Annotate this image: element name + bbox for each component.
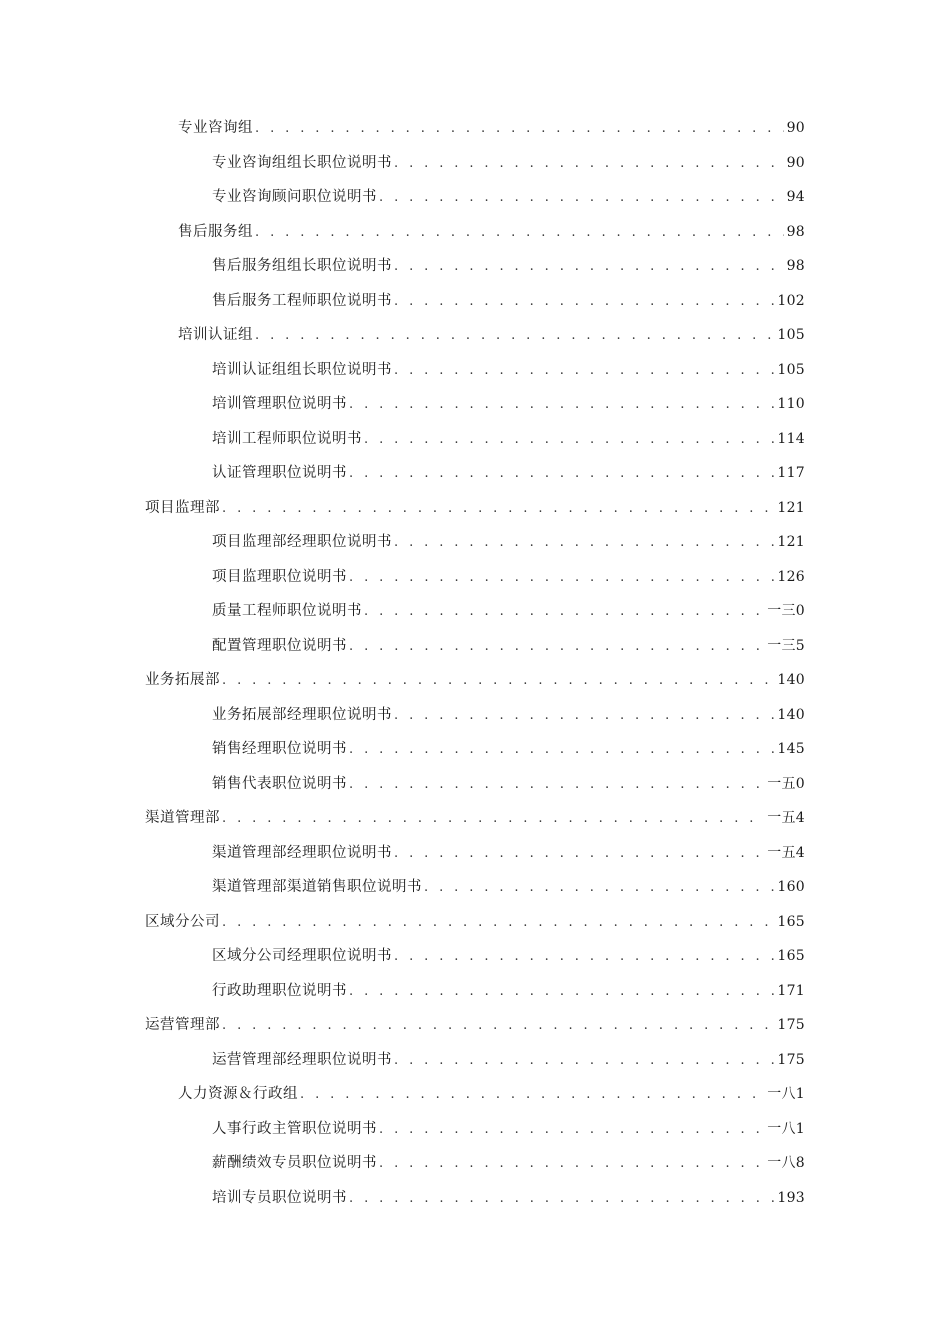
toc-entry-title: 培训管理职位说明书 (212, 396, 347, 412)
toc-page-number: 114 (777, 430, 805, 447)
toc-page-number: 193 (777, 1189, 805, 1206)
toc-entry[interactable] (0, 1077, 950, 1112)
toc-page-number: 98 (786, 223, 805, 240)
toc-entry-title: 项目监理部 (145, 499, 220, 516)
toc-page-number: 145 (777, 741, 805, 757)
toc-entry-title: 售后服务组 (178, 223, 253, 240)
toc-entry[interactable] (0, 1181, 950, 1216)
toc-entry[interactable] (0, 525, 950, 560)
toc-dot-leader (222, 1009, 774, 1044)
toc-page-number: 175 (777, 1017, 805, 1033)
toc-entry-title: 专业咨询组组长职位说明书 (212, 154, 392, 171)
toc-entry-title: 质量工程师职位说明书 (212, 603, 362, 619)
toc-dot-leader (222, 492, 774, 527)
toc-page-number: 一八1 (767, 1086, 805, 1102)
toc-entry-title: 人力资源＆行政组 (178, 1086, 298, 1102)
toc-entry-title: 培训认证组 (178, 327, 253, 343)
toc-entry-title: 项目监理职位说明书 (212, 568, 347, 585)
toc-entry[interactable] (0, 387, 950, 422)
toc-dot-leader (394, 940, 774, 975)
toc-dot-leader (394, 1044, 774, 1079)
toc-entry[interactable] (0, 629, 950, 664)
toc-page-number: 140 (777, 706, 805, 723)
toc-entry[interactable] (0, 318, 950, 353)
toc-entry-title: 运营管理部经理职位说明书 (212, 1051, 392, 1068)
toc-page-number: 一八1 (767, 1120, 805, 1137)
toc-entry-title: 认证管理职位说明书 (212, 465, 347, 481)
toc-entry-title: 售后服务组组长职位说明书 (212, 258, 392, 274)
toc-dot-leader (394, 285, 774, 320)
toc-entry[interactable] (0, 1146, 950, 1181)
toc-entry[interactable] (0, 594, 950, 629)
toc-entry[interactable] (0, 249, 950, 284)
toc-entry[interactable] (0, 801, 950, 836)
toc-dot-leader (349, 975, 774, 1010)
toc-dot-leader (349, 561, 774, 596)
toc-page-number: 140 (777, 672, 805, 688)
toc-entry-title: 项目监理部经理职位说明书 (212, 534, 392, 550)
toc-dot-leader (300, 1078, 764, 1113)
toc-entry-title: 培训工程师职位说明书 (212, 430, 362, 447)
toc-dot-leader (349, 630, 764, 665)
toc-dot-leader (349, 388, 774, 423)
toc-dot-leader (222, 664, 774, 699)
toc-entry[interactable] (0, 870, 950, 905)
toc-entry-title: 渠道管理部 (145, 810, 220, 826)
toc-entry-title: 业务拓展部经理职位说明书 (212, 706, 392, 723)
toc-page-number: 一五4 (767, 844, 805, 861)
toc-entry[interactable] (0, 1043, 950, 1078)
toc-entry-title: 人事行政主管职位说明书 (212, 1120, 377, 1137)
toc-entry[interactable] (0, 767, 950, 802)
toc-entry-title: 业务拓展部 (145, 672, 220, 688)
toc-dot-leader (394, 699, 774, 734)
toc-entry-title: 培训认证组组长职位说明书 (212, 361, 392, 378)
toc-entry[interactable] (0, 146, 950, 181)
toc-page-number: 一八8 (767, 1155, 805, 1171)
toc-page-number: 105 (777, 361, 805, 378)
toc-entry-title: 行政助理职位说明书 (212, 982, 347, 999)
toc-dot-leader (222, 802, 764, 837)
toc-page-number: 165 (777, 913, 805, 930)
toc-page-number: 121 (777, 499, 805, 516)
toc-entry-title: 销售经理职位说明书 (212, 741, 347, 757)
toc-entry[interactable] (0, 732, 950, 767)
toc-entry[interactable] (0, 939, 950, 974)
toc-entry[interactable] (0, 836, 950, 871)
toc-entry[interactable] (0, 698, 950, 733)
toc-entry[interactable] (0, 974, 950, 1009)
toc-page-number: 90 (786, 154, 805, 171)
toc-entry-title: 区域分公司经理职位说明书 (212, 948, 392, 964)
toc-page-number: 一五4 (767, 810, 805, 826)
toc-page-number: 110 (777, 396, 805, 412)
toc-page-number: 175 (777, 1051, 805, 1068)
toc-entry[interactable] (0, 180, 950, 215)
toc-page-number: 117 (777, 465, 805, 481)
toc-entry-title: 区域分公司 (145, 913, 220, 930)
toc-dot-leader (349, 768, 764, 803)
toc-entry-title: 渠道管理部经理职位说明书 (212, 844, 392, 861)
toc-dot-leader (394, 526, 774, 561)
toc-dot-leader (379, 1147, 764, 1182)
toc-entry-title: 配置管理职位说明书 (212, 637, 347, 654)
toc-entry[interactable] (0, 1112, 950, 1147)
toc-page-number: 94 (786, 189, 805, 205)
toc-dot-leader (255, 112, 784, 147)
toc-entry[interactable] (0, 111, 950, 146)
toc-entry-title: 薪酬绩效专员职位说明书 (212, 1155, 377, 1171)
toc-entry-title: 运营管理部 (145, 1017, 220, 1033)
toc-entry[interactable] (0, 1008, 950, 1043)
toc-page-number: 165 (777, 948, 805, 964)
toc-dot-leader (379, 1113, 764, 1148)
toc-page-number: 126 (777, 568, 805, 585)
toc-entry-title: 渠道管理部渠道销售职位说明书 (212, 879, 422, 895)
toc-entry-title: 专业咨询顾问职位说明书 (212, 189, 377, 205)
toc-dot-leader (394, 837, 764, 872)
toc-page-number: 121 (777, 534, 805, 550)
toc-dot-leader (424, 871, 774, 906)
toc-page-number: 90 (786, 120, 805, 136)
toc-dot-leader (349, 1182, 774, 1217)
toc-dot-leader (364, 595, 764, 630)
toc-entry-title: 售后服务工程师职位说明书 (212, 292, 392, 309)
table-of-contents (0, 111, 950, 1215)
toc-dot-leader (394, 147, 784, 182)
toc-entry[interactable] (0, 456, 950, 491)
toc-entry[interactable] (0, 284, 950, 319)
toc-page-number: 105 (777, 327, 805, 343)
toc-page-number: 160 (777, 879, 805, 895)
toc-entry[interactable] (0, 905, 950, 940)
toc-page-number: 98 (786, 258, 805, 274)
toc-dot-leader (394, 250, 784, 285)
toc-entry[interactable] (0, 663, 950, 698)
toc-page-number: 一五0 (767, 775, 805, 792)
toc-dot-leader (379, 181, 784, 216)
toc-page-number: 一三0 (767, 603, 805, 619)
toc-entry-title: 培训专员职位说明书 (212, 1189, 347, 1206)
toc-dot-leader (394, 354, 774, 389)
toc-entry[interactable] (0, 215, 950, 250)
toc-entry[interactable] (0, 560, 950, 595)
toc-entry-title: 销售代表职位说明书 (212, 775, 347, 792)
toc-entry-title: 专业咨询组 (178, 120, 253, 136)
toc-dot-leader (349, 457, 774, 492)
toc-entry[interactable] (0, 353, 950, 388)
toc-page-number: 一三5 (767, 637, 805, 654)
toc-dot-leader (255, 216, 784, 251)
toc-entry[interactable] (0, 422, 950, 457)
toc-dot-leader (364, 423, 774, 458)
toc-entry[interactable] (0, 491, 950, 526)
toc-page-number: 102 (777, 292, 805, 309)
toc-page-number: 171 (777, 982, 805, 999)
toc-dot-leader (222, 906, 774, 941)
toc-dot-leader (255, 319, 774, 354)
toc-dot-leader (349, 733, 774, 768)
